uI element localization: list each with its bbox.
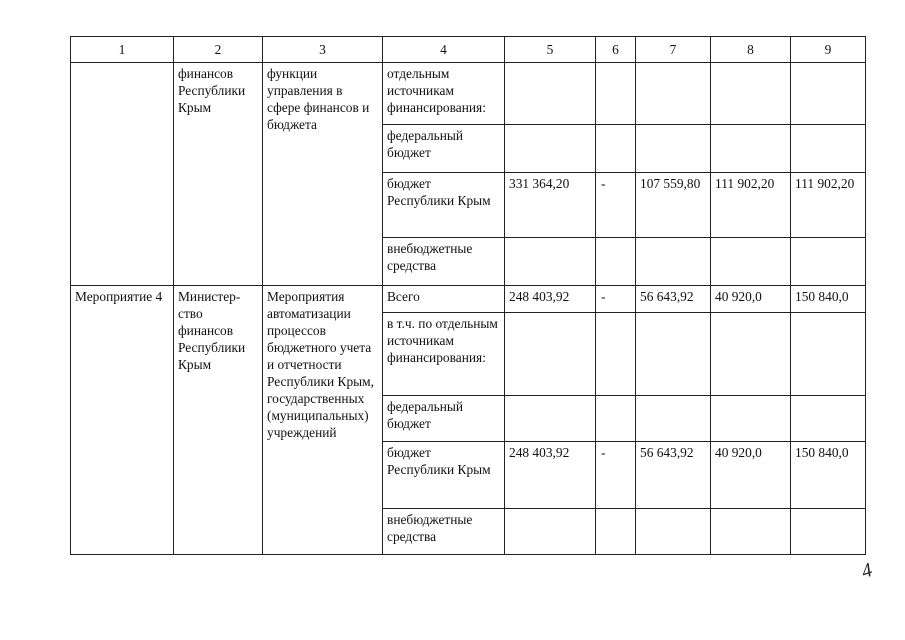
executor-cell: финансов Республики Крым [174,63,263,286]
year-amount-cell: - [596,173,636,238]
year-amount-cell [636,509,711,555]
executor-cell: Министер-ство финансов Республики Крым [174,286,263,555]
funding-source-cell: отдельным источникам финансирования: [383,63,505,125]
year-amount-cell: 107 559,80 [636,173,711,238]
column-number-7: 7 [636,37,711,63]
total-amount-cell [505,63,596,125]
column-number-6: 6 [596,37,636,63]
year-amount-cell [636,396,711,442]
financing-table [70,36,866,555]
year-amount-cell [596,313,636,396]
total-amount-cell [505,396,596,442]
year-amount-cell: 150 840,0 [791,442,866,509]
year-amount-cell [596,63,636,125]
total-amount-cell: 248 403,92 [505,286,596,313]
funding-source-cell: в т.ч. по отдельным источникам финансирования: [383,313,505,396]
total-amount-cell [505,313,596,396]
total-amount-cell [505,125,596,173]
goal-cell: функции управления в сфере финансов и бюджета [263,63,383,286]
year-amount-cell [596,125,636,173]
year-amount-cell [711,125,791,173]
funding-source-cell: Всего [383,286,505,313]
year-amount-cell: 40 920,0 [711,442,791,509]
funding-source-cell: бюджет Республики Крым [383,173,505,238]
year-amount-cell [711,509,791,555]
year-amount-cell [596,238,636,286]
column-number-3: 3 [263,37,383,63]
year-amount-cell [636,63,711,125]
year-amount-cell [711,238,791,286]
year-amount-cell: 56 643,92 [636,286,711,313]
activity-cell: Мероприятие 4 [71,286,174,555]
year-amount-cell: 40 920,0 [711,286,791,313]
handwritten-page-number: 4 [858,559,875,584]
year-amount-cell [791,509,866,555]
funding-source-cell: внебюджетные средства [383,509,505,555]
year-amount-cell [791,125,866,173]
column-number-2: 2 [174,37,263,63]
year-amount-cell [596,509,636,555]
column-number-1: 1 [71,37,174,63]
year-amount-cell: 111 902,20 [791,173,866,238]
activity-cell [71,63,174,286]
year-amount-cell: 56 643,92 [636,442,711,509]
total-amount-cell: 331 364,20 [505,173,596,238]
funding-source-cell: внебюджетные средства [383,238,505,286]
year-amount-cell [596,396,636,442]
year-amount-cell [636,313,711,396]
table-row [71,63,866,125]
year-amount-cell: - [596,442,636,509]
year-amount-cell [791,63,866,125]
year-amount-cell: - [596,286,636,313]
year-amount-cell [791,313,866,396]
total-amount-cell: 248 403,92 [505,442,596,509]
year-amount-cell [636,238,711,286]
year-amount-cell [711,396,791,442]
header-row [71,37,866,63]
table-row [71,286,866,313]
year-amount-cell [791,238,866,286]
year-amount-cell: 150 840,0 [791,286,866,313]
funding-source-cell: федеральный бюджет [383,396,505,442]
year-amount-cell: 111 902,20 [711,173,791,238]
year-amount-cell [711,63,791,125]
funding-source-cell: федеральный бюджет [383,125,505,173]
column-number-5: 5 [505,37,596,63]
column-number-8: 8 [711,37,791,63]
column-number-4: 4 [383,37,505,63]
total-amount-cell [505,238,596,286]
year-amount-cell [711,313,791,396]
year-amount-cell [791,396,866,442]
total-amount-cell [505,509,596,555]
goal-cell: Мероприятия автоматизации процессов бюджетного учета и отчетности Республики Крым, государственных (муниципальных) учреждений [263,286,383,555]
funding-source-cell: бюджет Республики Крым [383,442,505,509]
column-number-9: 9 [791,37,866,63]
year-amount-cell [636,125,711,173]
